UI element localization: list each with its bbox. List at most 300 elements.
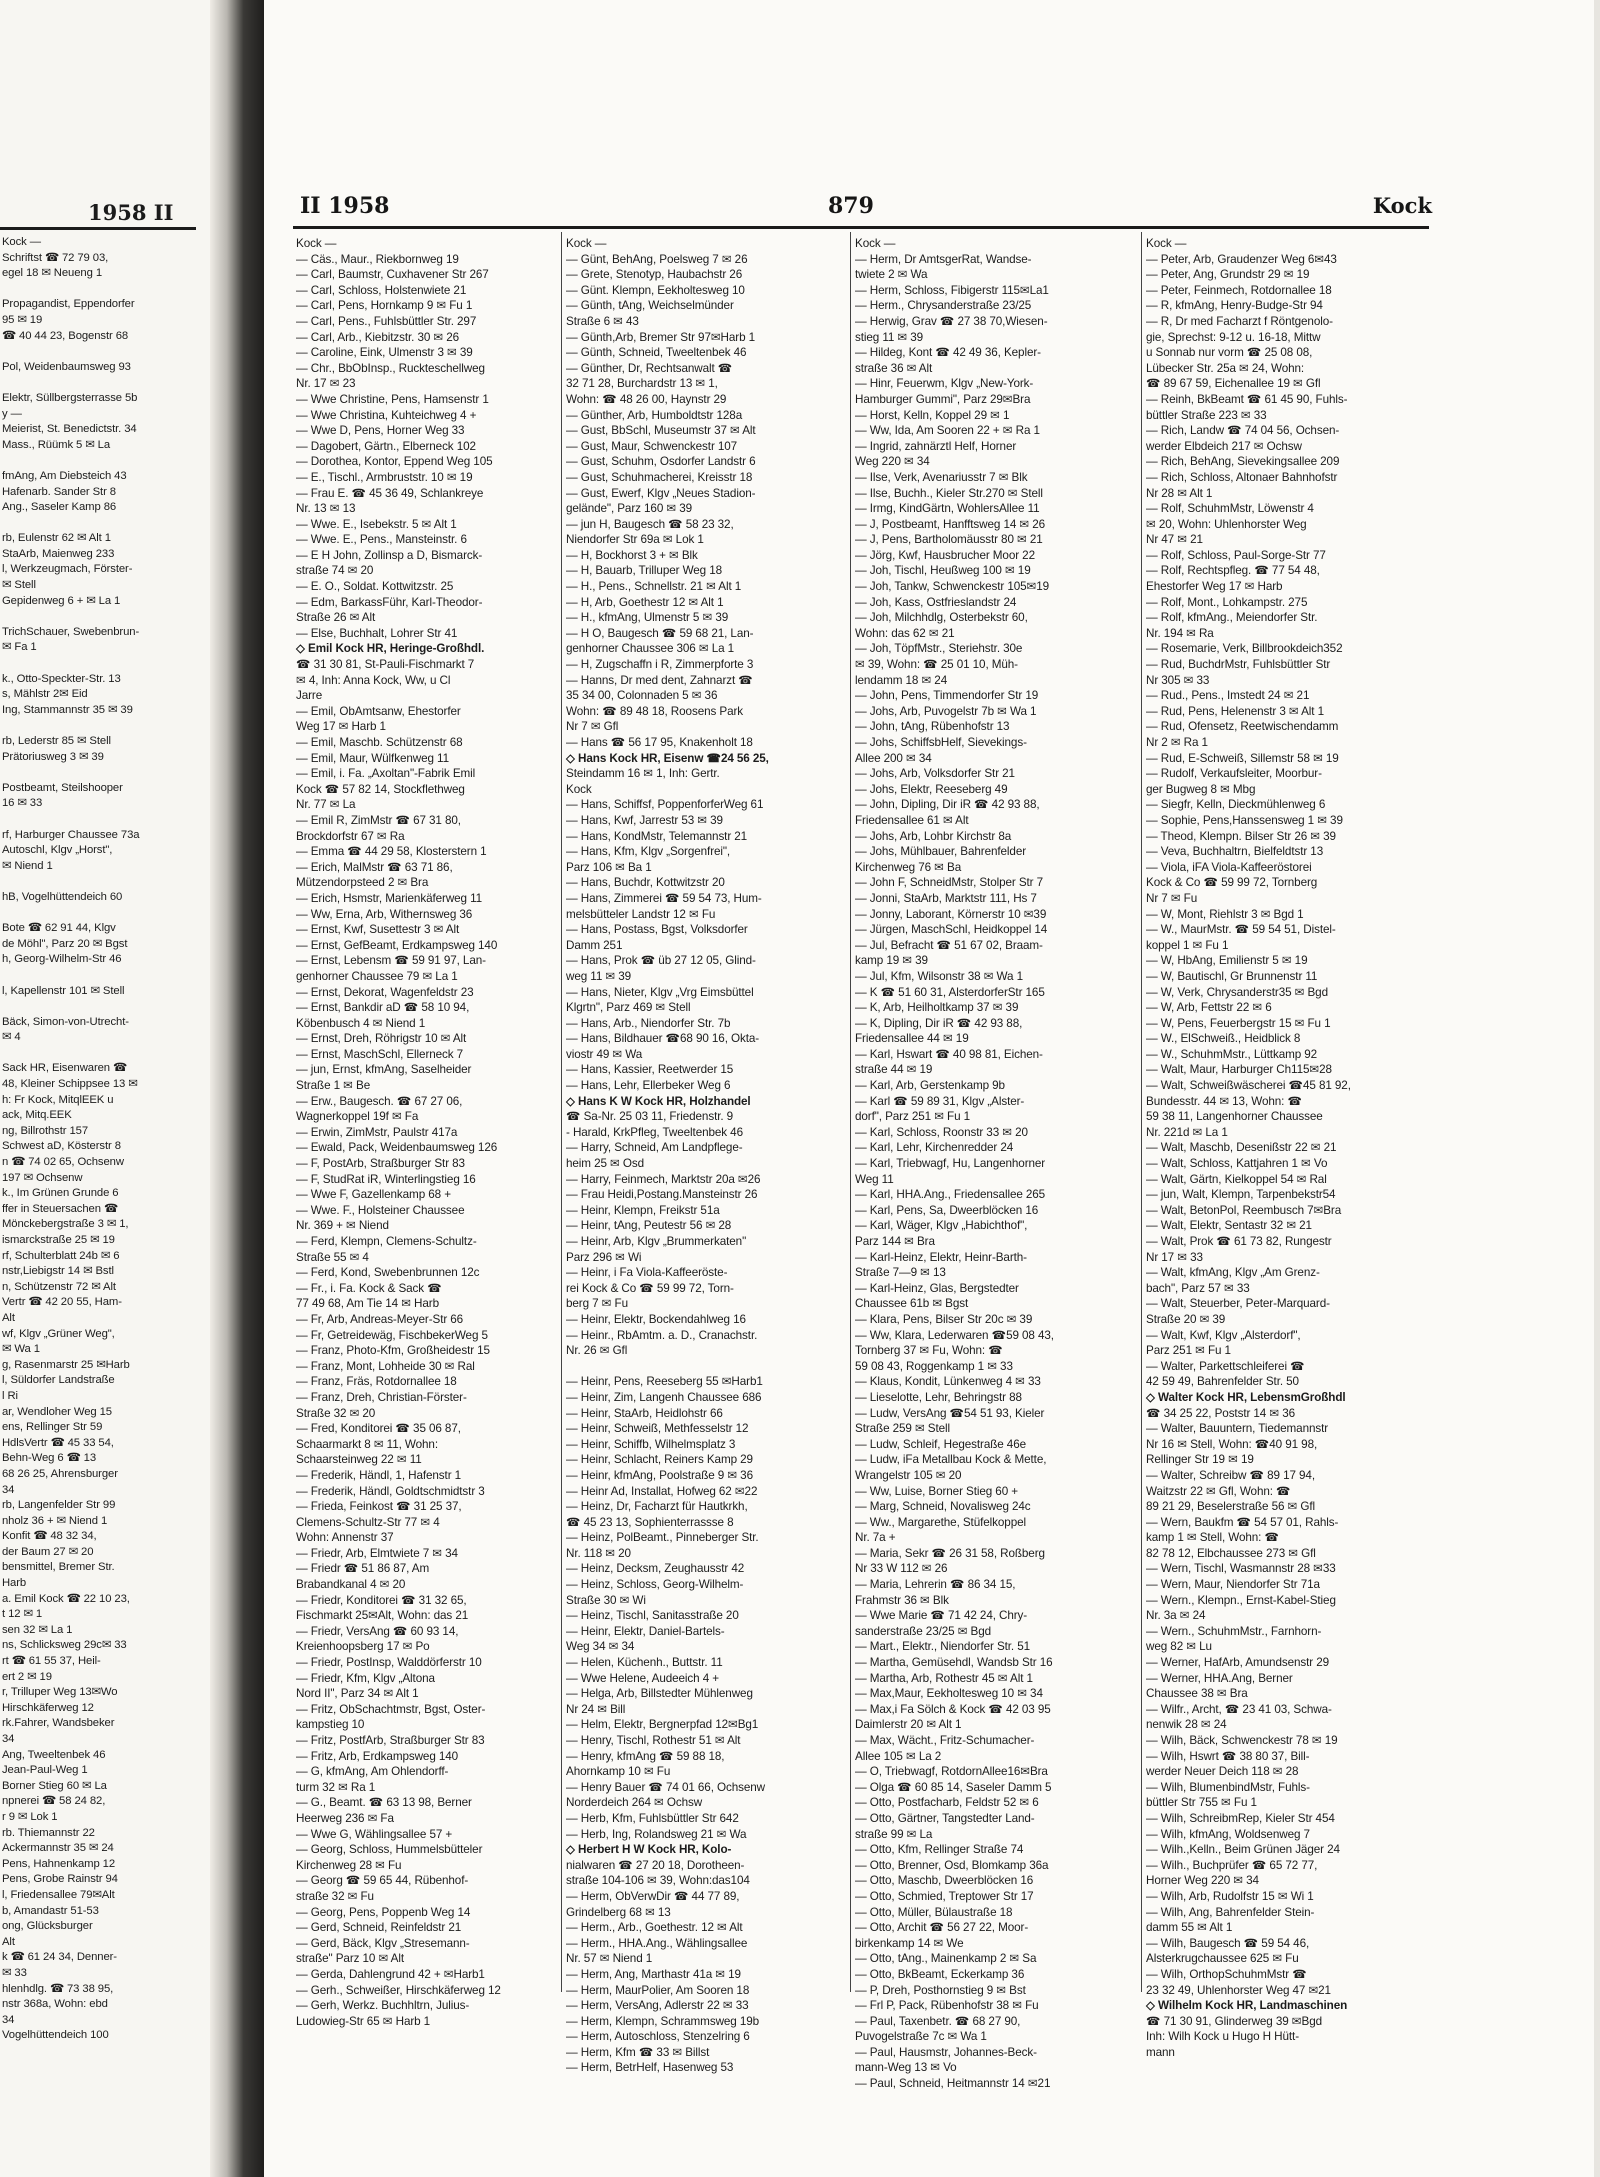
directory-entry-line: sanderstraße 23/25 ✉ Bgd: [855, 1624, 992, 1638]
directory-entry-line: — Wwe. E., Isebekstr. 5 ✉ Alt 1: [296, 517, 457, 531]
directory-entry-line: — Henry, kfmAng ☎ 59 88 18,: [566, 1749, 725, 1763]
directory-entry-line: — Wilh., Buchprüfer ☎ 65 72 77,: [1146, 1858, 1318, 1872]
directory-entry-line: — Wilh, BlumenbindMstr, Fuhls-: [1146, 1780, 1310, 1794]
directory-entry-line: — Karl, Lehr, Kirchenredder 24: [855, 1141, 1014, 1155]
directory-entry-line: — Erich, MalMstr ☎ 63 71 86,: [296, 860, 453, 874]
directory-entry-line: — Rich, Landw ☎ 74 04 56, Ochsen-: [1146, 424, 1340, 438]
directory-entry-line: — Joh, Milchhdlg, Osterbekstr 60,: [855, 611, 1028, 625]
directory-entry-line: Pens, Hahnenkamp 12: [2, 1857, 116, 1870]
directory-entry-line: Daimlerstr 20 ✉ Alt 1: [855, 1718, 962, 1732]
directory-entry-line: bach", Parz 57 ✉ 33: [1146, 1281, 1250, 1295]
directory-entry-line: — Heinr, Klempn, Freikstr 51a: [566, 1203, 720, 1217]
directory-entry-line: — Henry, Tischl, Rothestr 51 ✉ Alt: [566, 1734, 741, 1747]
directory-entry-line: — Wilh.,Kelln., Beim Grünen Jäger 24: [1146, 1843, 1340, 1857]
directory-entry-line: — Gerd, Schneid, Reinfeldstr 21: [296, 1921, 462, 1935]
directory-entry-line: — Karl, Hswart ☎ 40 98 81, Eichen-: [855, 1047, 1043, 1061]
directory-entry-line: Nr 7 ✉ Gfl: [566, 720, 619, 734]
directory-entry-line: — Herm, Klempn, Schrammsweg 19b: [566, 2014, 760, 2028]
directory-entry-line: — Walt, Elektr, Sentastr 32 ✉ 21: [1146, 1219, 1312, 1233]
column-divider: [850, 232, 851, 1992]
directory-entry-line: — Heinr., RbAmtm. a. D., Cranachstr.: [566, 1328, 758, 1342]
directory-entry-line: [2, 453, 207, 469]
directory-entry-line: — Ludw, Schleif, Hegestraße 46e: [855, 1437, 1027, 1451]
directory-entry-line: Allee 105 ✉ La 2: [855, 1749, 942, 1763]
directory-entry-line: — Johs, Mühlbauer, Bahrenfelder: [855, 845, 1027, 859]
directory-entry-line: — H O, Baugesch ☎ 59 68 21, Lan-: [566, 626, 754, 640]
directory-entry-line: — Otto, Maschb, Dweerblöcken 16: [855, 1874, 1034, 1888]
left-page: [0, 0, 214, 2177]
directory-entry-line: Pol, Weidenbaumsweg 93: [2, 360, 131, 373]
directory-entry-line: Puvogelstraße 7c ✉ Wa 1: [855, 2030, 987, 2044]
directory-entry-line: viostr 49 ✉ Wa: [566, 1047, 643, 1061]
directory-entry-line: ☎ Sa-Nr. 25 03 11, Friedenstr. 9: [566, 1110, 734, 1124]
directory-entry-line: Straße 30 ✉ Wi: [566, 1593, 646, 1607]
column-divider: [561, 232, 562, 1992]
directory-entry-line: Nr. 3a ✉ 24: [1146, 1609, 1206, 1623]
directory-entry-line: — Herm, BetrHelf, Hasenweg 53: [566, 2061, 734, 2075]
directory-entry-line: — Herm., Arb., Goethestr. 12 ✉ Alt: [566, 1921, 743, 1935]
directory-entry-line: — Helga, Arb, Billstedter Mühlenweg: [566, 1687, 753, 1701]
directory-entry-line: ◇ Walter Kock HR, LebensmGroßhdl: [1146, 1390, 1346, 1404]
directory-entry-line: Propagandist, Eppendorfer: [2, 298, 135, 311]
directory-entry-line: — Peter, Ang, Grundstr 29 ✉ 19: [1146, 268, 1310, 282]
directory-entry-line: Bäck, Simon-von-Utrecht-: [2, 1015, 129, 1028]
left-header-rule: [0, 227, 196, 230]
directory-entry-line: Kock —: [2, 236, 41, 248]
directory-entry-line: — Walt, Maschb, Desenißstr 22 ✉ 21: [1146, 1141, 1337, 1155]
directory-entry-line: — Herm, VersAng, Adlerstr 22 ✉ 33: [566, 1999, 749, 2013]
directory-entry-line: — John F, SchneidMstr, Stolper Str 7: [855, 876, 1044, 890]
directory-entry-line: nenwik 28 ✉ 24: [1146, 1718, 1227, 1732]
directory-entry-line: TrichSchauer, Swebenbrun-: [2, 625, 140, 638]
directory-entry-line: — Erwin, ZimMstr, Paulstr 417a: [296, 1125, 458, 1139]
directory-entry-line: ns, Schlicksweg 29c✉ 33: [2, 1639, 127, 1652]
directory-entry-line: — Gerh, Werkz. Buchhltrn, Julius-: [296, 1999, 470, 2013]
directory-entry-line: — Carl, Pens, Hornkamp 9 ✉ Fu 1: [296, 299, 473, 313]
directory-entry-line: Straße 1 ✉ Be: [296, 1079, 371, 1093]
directory-entry-line: y —: [2, 407, 22, 420]
directory-entry-line: ✉ Fa 1: [2, 641, 37, 654]
directory-entry-line: — Paul, Hausmstr, Johannes-Beck-: [855, 2045, 1037, 2059]
directory-entry-line: Friedensallee 61 ✉ Alt: [855, 813, 969, 827]
directory-entry-line: HdlsVertr ☎ 45 33 54,: [2, 1436, 114, 1449]
directory-entry-line: — Otto, tAng., Mainenkamp 2 ✉ Sa: [855, 1952, 1037, 1966]
directory-entry-line: — W, HbAng, Emilienstr 5 ✉ 19: [1146, 954, 1308, 968]
directory-entry-line: — Heinz, Dr, Facharzt für Hautkrkh,: [566, 1500, 748, 1514]
directory-entry-line: werder Neuer Deich 118 ✉ 28: [1146, 1765, 1299, 1779]
directory-entry-line: — Ernst, Lebensm ☎ 59 91 97, Lan-: [296, 954, 486, 968]
directory-entry-line: — John, Pens, Timmendorfer Str 19: [855, 689, 1039, 703]
directory-entry-line: Damm 251: [566, 938, 623, 952]
directory-entry-line: — Fritz, ObSchachtmstr, Bgst, Oster-: [296, 1702, 486, 1716]
directory-entry-line: Chaussee 38 ✉ Bra: [1146, 1687, 1248, 1701]
directory-entry-line: 68 26 25, Ahrensburger: [2, 1467, 118, 1480]
directory-entry-line: kamp 19 ✉ 39: [855, 954, 928, 968]
directory-entry-line: — Günt. Klempn, Eekholtesweg 10: [566, 283, 745, 297]
directory-entry-line: — Frau Heidi,Postang.Mansteinstr 26: [566, 1188, 758, 1202]
directory-entry-line: — Johs, Arb, Volksdorfer Str 21: [855, 767, 1015, 781]
directory-entry-line: Inh: Wilh Kock u Hugo H Hütt-: [1146, 2030, 1299, 2044]
directory-entry-line: Nr. 17 ✉ 23: [296, 377, 356, 391]
directory-entry-line: [2, 906, 207, 922]
directory-entry-line: — Herm., HHA.Ang., Wählingsallee: [566, 1936, 748, 1950]
directory-entry-line: — Friedr, Kfm, Klgv „Altona: [296, 1671, 435, 1685]
directory-entry-line: — Gust, Maur, Schwenckestr 107: [566, 439, 738, 453]
directory-entry-line: Jarre: [296, 689, 323, 703]
directory-entry-line: — Klaus, Kondit, Lünkenweg 4 ✉ 33: [855, 1375, 1041, 1389]
directory-entry-line: — Wilh, Arb, Rudolfstr 15 ✉ Wi 1: [1146, 1889, 1314, 1903]
directory-entry-line: — Frederik, Händl, 1, Hafenstr 1: [296, 1468, 462, 1482]
directory-entry-line: — Gust, Schuhm, Osdorfer Landstr 6: [566, 455, 756, 469]
directory-entry-line: — G., Beamt. ☎ 63 13 98, Berner: [296, 1796, 472, 1810]
directory-entry-line: — Ernst, Kwf, Susettestr 3 ✉ Alt: [296, 923, 460, 937]
directory-entry-line: Klgrtn", Parz 469 ✉ Stell: [566, 1001, 691, 1015]
directory-entry-line: — Paul, Taxenbetr. ☎ 68 27 90,: [855, 2014, 1021, 2028]
directory-entry-line: 35 34 00, Colonnaden 5 ✉ 36: [566, 689, 718, 703]
directory-entry-line: Nr. 221d ✉ La 1: [1146, 1125, 1228, 1139]
directory-entry-line: Hirschkäferweg 12: [2, 1701, 94, 1714]
directory-entry-line: StaArb, Maienweg 233: [2, 547, 115, 560]
directory-entry-line: — Hans, Bildhauer ☎68 90 16, Okta-: [566, 1032, 760, 1046]
directory-entry-line: ☎ 45 23 13, Sophienterrassse 8: [566, 1515, 734, 1529]
directory-entry-line: — Rud, E-Schweiß, Sillemstr 58 ✉ 19: [1146, 751, 1339, 765]
directory-entry-line: Elektr, Süllbergsterrasse 5b: [2, 391, 138, 404]
directory-entry-line: — Siegfr, Kelln, Dieckmühlenweg 6: [1146, 798, 1326, 812]
directory-entry-line: — W., SchuhmMstr., Lüttkamp 92: [1146, 1047, 1318, 1061]
directory-entry-line: Nr. 77 ✉ La: [296, 798, 356, 812]
directory-entry-line: egel 18 ✉ Neueng 1: [2, 267, 102, 280]
directory-entry-line: — Carl, Baumstr, Cuxhavener Str 267: [296, 268, 489, 282]
directory-entry-line: — Hans, Zimmerei ☎ 59 54 73, Hum-: [566, 891, 762, 905]
directory-column-1: [296, 236, 558, 2028]
directory-entry-line: — G, kfmAng, Am Ohlendorff-: [296, 1765, 449, 1779]
directory-entry-line: — Werner, HafArb, Amundsenstr 29: [1146, 1656, 1330, 1670]
directory-entry-line: — Wern., SchuhmMstr., Farnhorn-: [1146, 1624, 1322, 1638]
directory-entry-line: — jun H, Baugesch ☎ 58 23 32,: [566, 517, 734, 531]
directory-entry-line: Horner Weg 220 ✉ 34: [1146, 1874, 1259, 1888]
directory-entry-line: — Harry, Schneid, Am Landpflege-: [566, 1141, 743, 1155]
directory-entry-line: [2, 874, 207, 890]
directory-entry-line: s, Mählstr 2✉ Eid: [2, 688, 88, 701]
directory-entry-line: — H., Pens., Schnellstr. 21 ✉ Alt 1: [566, 580, 742, 594]
directory-entry-line: — H, Bockhorst 3 + ✉ Blk: [566, 548, 698, 562]
directory-entry-line: h, Georg-Wilhelm-Str 46: [2, 953, 122, 966]
directory-entry-line: Wrangelstr 105 ✉ 20: [855, 1468, 962, 1482]
directory-entry-line: Mass., Rüümk 5 ✉ La: [2, 438, 111, 451]
directory-entry-line: — Herm, Schloss, Fibigerstr 115✉La1: [855, 283, 1049, 297]
directory-entry-line: — Cäs., Maur., Riekbornweg 19: [296, 252, 459, 266]
directory-entry-line: de Möhl", Parz 20 ✉ Bgst: [2, 937, 128, 950]
directory-entry-line: mann: [1146, 2045, 1175, 2059]
directory-entry-line: rb, Langenfelder Str 99: [2, 1499, 116, 1512]
directory-entry-line: Parz 106 ✉ Ba 1: [566, 860, 652, 874]
directory-entry-line: — W, Verk, Chrysanderstr35 ✉ Bgd: [1146, 985, 1328, 999]
directory-entry-line: Bote ☎ 62 91 44, Klgv: [2, 922, 116, 935]
directory-entry-line: — Otto, BkBeamt, Eckerkamp 36: [855, 1967, 1025, 1981]
directory-entry-line: — Wilh, Baugesch ☎ 59 54 46,: [1146, 1936, 1310, 1950]
directory-entry-line: — Günth,Arb, Bremer Str 97✉Harb 1: [566, 330, 756, 344]
directory-entry-line: [2, 999, 207, 1015]
directory-entry-line: Straße 259 ✉ Stell: [855, 1422, 951, 1436]
directory-entry-line: Nr. 7a +: [855, 1531, 896, 1545]
directory-entry-line: — Gust, Ewerf, Klgv „Neues Stadion-: [566, 486, 756, 500]
directory-entry-line: — Werner, HHA.Ang, Berner: [1146, 1671, 1293, 1685]
directory-entry-line: 59 38 11, Langenhorner Chaussee: [1146, 1110, 1323, 1124]
directory-entry-line: heim 25 ✉ Osd: [566, 1157, 645, 1171]
directory-entry-line: Ludowieg-Str 65 ✉ Harb 1: [296, 2014, 431, 2028]
directory-entry-line: — Reinh, BkBeamt ☎ 61 45 90, Fuhls-: [1146, 392, 1348, 406]
directory-entry-line: Weg 220 ✉ 34: [855, 455, 930, 469]
directory-entry-line: — Wwe G, Wählingsallee 57 +: [296, 1827, 453, 1841]
directory-entry-line: — Hanns, Dr med dent, Zahnarzt ☎: [566, 673, 753, 687]
directory-entry-line: l, Süldorfer Landstraße: [2, 1374, 115, 1387]
directory-entry-line: ert 2 ✉ 19: [2, 1670, 52, 1683]
directory-entry-line: nstr 368a, Wohn: ebd: [2, 1998, 108, 2011]
directory-entry-line: Schaarsteinweg 22 ✉ 11: [296, 1453, 422, 1467]
directory-entry-line: — Ernst, Dreh, Röhrigstr 10 ✉ Alt: [296, 1032, 467, 1046]
directory-entry-line: — Hans, Kwf, Jarrestr 53 ✉ 39: [566, 813, 723, 827]
directory-entry-line: — Ferd, Klempn, Clemens-Schultz-: [296, 1235, 477, 1248]
directory-entry-line: nholz 36 + ✉ Niend 1: [2, 1514, 108, 1527]
directory-entry-line: — Ww., Margarethe, Stüfelkoppel: [855, 1515, 1026, 1529]
directory-entry-line: — Karl, Pens, Sa, Dweerblöcken 16: [855, 1203, 1039, 1217]
directory-entry-line: — Gerh., Schweißer, Hirschkäferweg 12: [296, 1983, 501, 1997]
directory-entry-line: — Fr, Arb, Andreas-Meyer-Str 66: [296, 1312, 464, 1326]
directory-entry-line: — Günther, Arb, Humboldtstr 128a: [566, 408, 743, 422]
directory-entry-line: — Walt, Kwf, Klgv „Alsterdorf",: [1146, 1328, 1301, 1342]
directory-entry-line: — Franz, Fräs, Rotdornallee 18: [296, 1375, 457, 1389]
column-divider: [1141, 232, 1142, 1992]
directory-entry-line: — Georg, Pens, Poppenb Weg 14: [296, 1905, 471, 1919]
directory-entry-line: — Karl, Arb, Gerstenkamp 9b: [855, 1079, 1005, 1093]
directory-entry-line: — Maria, Lehrerin ☎ 86 34 15,: [855, 1578, 1016, 1592]
directory-entry-line: — R, Dr med Facharzt f Röntgenolo-: [1146, 314, 1333, 328]
directory-entry-line: rf, Harburger Chaussee 73a: [2, 828, 140, 841]
directory-entry-line: — Sophie, Pens,Hanssensweg 1 ✉ 39: [1146, 813, 1343, 827]
directory-entry-line: Kock —: [566, 237, 607, 250]
directory-entry-line: [2, 282, 207, 298]
directory-entry-line: — Martha, Gemüsehdl, Wandsb Str 16: [855, 1656, 1053, 1670]
directory-entry-line: — Herb, Ing, Rolandsweg 21 ✉ Wa: [566, 1827, 747, 1841]
directory-entry-line: — Wilh, Hswrt ☎ 38 80 37, Bill-: [1146, 1749, 1310, 1763]
directory-entry-line: — Heinr, i Fa Viola-Kaffeeröste-: [566, 1266, 728, 1280]
directory-entry-line: — Ludw, VersAng ☎54 51 93, Kieler: [855, 1406, 1045, 1420]
directory-entry-line: Waitzstr 22 ✉ Gfl, Wohn: ☎: [1146, 1484, 1291, 1498]
directory-entry-line: l Ri: [2, 1389, 18, 1402]
directory-entry-line: Sack HR, Eisenwaren ☎: [2, 1062, 127, 1075]
directory-entry-line: — Otto, Archit ☎ 56 27 22, Moor-: [855, 1921, 1029, 1935]
directory-entry-line: — Caroline, Eink, Ulmenstr 3 ✉ 39: [296, 346, 473, 360]
directory-entry-line: werder Elbdeich 217 ✉ Ochsw: [1146, 439, 1302, 453]
directory-entry-line: Behn-Weg 6 ☎ 13: [2, 1452, 97, 1465]
directory-entry-line: lendamm 18 ✉ 24: [855, 673, 948, 687]
directory-entry-line: ✉ Wa 1: [2, 1343, 40, 1356]
directory-entry-line: hB, Vogelhüttendeich 60: [2, 890, 123, 903]
directory-entry-line: — Dagobert, Gärtn., Elberneck 102: [296, 439, 476, 453]
directory-entry-line: — Wilh, SchreibmRep, Kieler Str 454: [1146, 1811, 1335, 1825]
directory-entry-line: ☎ 89 67 59, Eichenallee 19 ✉ Gfl: [1146, 377, 1321, 391]
page-edge: [1594, 0, 1600, 2177]
directory-entry-line: - Harald, KrkPfleg, Tweeltenbek 46: [566, 1125, 743, 1139]
directory-entry-line: — P, Dreh, Posthornstieg 9 ✉ Bst: [855, 1983, 1026, 1997]
directory-entry-line: Nr. 194 ✉ Ra: [1146, 626, 1214, 640]
directory-entry-line: ☎ 40 44 23, Bogenstr 68: [2, 329, 129, 342]
directory-entry-line: — Wwe Christine, Pens, Hamsenstr 1: [296, 392, 489, 406]
directory-entry-line: — Veva, Buchhaltrn, Bielfeldtstr 13: [1146, 845, 1324, 859]
directory-entry-line: Gepidenweg 6 + ✉ La 1: [2, 594, 121, 607]
directory-entry-line: — Günth, Schneid, Tweeltenbek 46: [566, 346, 747, 360]
directory-entry-line: nialwaren ☎ 27 20 18, Dorotheen-: [566, 1858, 745, 1872]
directory-entry-line: — Carl, Arb., Kiebitzstr. 30 ✉ 26: [296, 330, 460, 344]
directory-entry-line: k., Im Grünen Grunde 6: [2, 1187, 119, 1200]
directory-entry-line: — Hans, Kassier, Reetwerder 15: [566, 1063, 734, 1077]
directory-entry-line: ger Bugweg 8 ✉ Mbg: [1146, 782, 1256, 796]
directory-entry-line: berg 7 ✉ Fu: [566, 1297, 628, 1311]
directory-entry-line: — Walt, kfmAng, Klgv „Am Grenz-: [1146, 1266, 1320, 1280]
directory-entry-line: — Karl, Triebwagf, Hu, Langenhorner: [855, 1157, 1046, 1171]
directory-entry-line: gelände", Parz 160 ✉ 39: [566, 502, 693, 516]
directory-entry-line: — Ingrid, zahnärztl Helf, Horner: [855, 439, 1017, 453]
directory-entry-line: — Walt, BetonPol, Reembusch 7✉Bra: [1146, 1203, 1342, 1217]
directory-entry-line: Wohn: Annenstr 37: [296, 1531, 394, 1545]
directory-entry-line: — Heinr, Pens, Reeseberg 55 ✉Harb1: [566, 1375, 763, 1389]
directory-entry-line: — Frederik, Händl, Goldtschmidtstr 3: [296, 1484, 485, 1498]
directory-entry-line: Wohn: ☎ 48 26 00, Haynstr 29: [566, 392, 727, 406]
directory-column-2: [566, 236, 846, 2075]
directory-entry-line: n ☎ 74 02 65, Ochsenw: [2, 1156, 124, 1169]
directory-entry-line: l, Werkzeugmach, Förster-: [2, 563, 133, 576]
directory-entry-line: — Edm, BarkassFühr, Karl-Theodor-: [296, 595, 483, 609]
directory-column-4: [1146, 236, 1428, 2059]
directory-entry-line: — Heinr, Elektr, Bockendahlweg 16: [566, 1312, 746, 1326]
directory-entry-line: ack, Mitq.EEK: [2, 1109, 72, 1122]
directory-entry-line: — Heinr, kfmAng, Poolstraße 9 ✉ 36: [566, 1468, 753, 1482]
directory-entry-line: — Emil, Maur, Wülfkenweg 11: [296, 751, 449, 765]
directory-entry-line: — Emil, i. Fa. „Axoltan"-Fabrik Emil: [296, 767, 476, 781]
directory-entry-line: ✉ 33: [2, 1966, 27, 1979]
directory-entry-line: — Joh, Tischl, Heußweg 100 ✉ 19: [855, 564, 1031, 578]
directory-entry-line: Hamburger Gummi", Parz 29✉Bra: [855, 392, 1031, 406]
directory-entry-line: Jean-Paul-Weg 1: [2, 1764, 88, 1777]
directory-entry-line: — Helen, Küchenh., Buttstr. 11: [566, 1656, 723, 1670]
directory-entry-line: — Hans, Postass, Bgst, Volksdorfer: [566, 923, 748, 937]
directory-entry-line: Ang, Tweeltenbek 46: [2, 1748, 106, 1761]
directory-entry-line: Nr. 26 ✉ Gfl: [566, 1344, 628, 1358]
directory-entry-line: — Fr., i. Fa. Kock & Sack ☎: [296, 1281, 442, 1295]
directory-entry-line: — Ilse, Buchh., Kieler Str.270 ✉ Stell: [855, 486, 1043, 500]
directory-entry-line: — Rolf, kfmAng., Meiendorfer Str.: [1146, 611, 1318, 625]
directory-entry-line: — Heinr, Arb, Klgv „Brummerkaten": [566, 1235, 747, 1248]
directory-entry-line: — H, Zugschaffn i R, Zimmerpforte 3: [566, 658, 754, 672]
directory-entry-line: [2, 718, 207, 734]
directory-entry-line: Norderdeich 264 ✉ Ochsw: [566, 1796, 703, 1810]
directory-entry-line: — Rolf, Rechtspfleg. ☎ 77 54 48,: [1146, 564, 1320, 578]
directory-entry-line: — Herm, MaurPolier, Am Sooren 18: [566, 1983, 750, 1997]
directory-entry-line: Mönckebergstraße 3 ✉ 1,: [2, 1218, 129, 1231]
directory-entry-line: Nr. 369 + ✉ Niend: [296, 1219, 389, 1233]
directory-entry-line: — Friedr, Konditorei ☎ 31 32 65,: [296, 1593, 467, 1607]
directory-entry-line: — Wilh, Bäck, Schwenckestr 78 ✉ 19: [1146, 1734, 1338, 1747]
directory-entry-line: — Wwe. F., Holsteiner Chaussee: [296, 1203, 465, 1217]
directory-entry-line: — Max,i Fa Sölch & Kock ☎ 42 03 95: [855, 1702, 1051, 1716]
directory-entry-line: — Ww, Luise, Borner Stieg 60 +: [855, 1484, 1018, 1498]
directory-entry-line: — Friedr ☎ 51 86 87, Am: [296, 1562, 430, 1576]
directory-entry-line: damm 55 ✉ Alt 1: [1146, 1921, 1233, 1935]
directory-entry-line: — J, Postbeamt, Hanfftsweg 14 ✉ 26: [855, 517, 1046, 531]
directory-entry-line: — Hans, Kfm, Klgv „Sorgenfrei",: [566, 845, 731, 859]
directory-entry-line: — Otto, Schmied, Treptower Str 17: [855, 1889, 1034, 1903]
directory-entry-line: ong, Glücksburger: [2, 1920, 93, 1933]
directory-entry-line: r 9 ✉ Lok 1: [2, 1810, 58, 1823]
directory-entry-line: 34: [2, 1733, 15, 1745]
directory-entry-line: — jun, Walt, Klempn, Tarpenbekstr54: [1146, 1188, 1336, 1202]
directory-entry-line: [2, 656, 207, 672]
directory-entry-line: Ahornkamp 10 ✉ Fu: [566, 1765, 671, 1779]
directory-entry-line: — Heinz, PolBeamt., Pinneberger Str.: [566, 1531, 759, 1545]
directory-entry-line: 59 08 43, Roggenkamp 1 ✉ 33: [855, 1359, 1013, 1373]
directory-entry-line: Nr 7 ✉ Fu: [1146, 891, 1198, 905]
directory-entry-line: — Peter, Arb, Graudenzer Weg 6✉43: [1146, 252, 1337, 266]
directory-entry-line: 77 49 68, Am Tie 14 ✉ Harb: [296, 1297, 439, 1311]
directory-entry-line: — Karl-Heinz, Glas, Bergstedter: [855, 1281, 1019, 1295]
directory-entry-line: — Emma ☎ 44 29 58, Klosterstern 1: [296, 845, 487, 859]
directory-entry-line: 34: [2, 2013, 15, 2026]
directory-entry-line: — Emil R, ZimMstr ☎ 67 31 80,: [296, 813, 461, 827]
directory-entry-line: Straße 55 ✉ 4: [296, 1250, 369, 1264]
directory-entry-line: — W., ElSchweiß., Heidblick 8: [1146, 1032, 1301, 1046]
directory-entry-line: — W, Bautischl, Gr Brunnenstr 11: [1146, 969, 1318, 983]
header-year: II 1958: [300, 193, 390, 219]
directory-entry-line: Nr 47 ✉ 21: [1146, 533, 1203, 547]
directory-entry-line: — Ewald, Pack, Weidenbaumsweg 126: [296, 1141, 498, 1155]
directory-entry-line: bensmittel, Bremer Str.: [2, 1561, 115, 1574]
directory-entry-line: Prätoriusweg 3 ✉ 39: [2, 750, 104, 763]
directory-entry-line: Ing, Stammannstr 35 ✉ 39: [2, 703, 133, 716]
directory-entry-line: — Ernst, Bankdir aD ☎ 58 10 94,: [296, 1001, 470, 1015]
directory-entry-line: — Herwig, Grav ☎ 27 38 70,Wiesen-: [855, 314, 1048, 328]
directory-entry-line: Parz 251 ✉ Fu 1: [1146, 1344, 1231, 1358]
directory-entry-line: — Friedr, Arb, Elmtwiete 7 ✉ 34: [296, 1546, 458, 1560]
directory-entry-line: Borner Stieg 60 ✉ La: [2, 1779, 107, 1792]
directory-entry-line: — Max,Maur, Eekholtesweg 10 ✉ 34: [855, 1687, 1043, 1701]
directory-entry-line: — Friedr, PostInsp, Walddörferstr 10: [296, 1656, 482, 1670]
directory-entry-line: — Walt, Steuerber, Peter-Marquard-: [1146, 1297, 1330, 1311]
directory-entry-line: — Otto, Brenner, Osd, Blomkamp 36a: [855, 1858, 1049, 1872]
directory-entry-line: — Wwe Marie ☎ 71 42 24, Chry-: [855, 1609, 1028, 1623]
directory-entry-line: — Jul, Befracht ☎ 51 67 02, Braam-: [855, 938, 1043, 952]
directory-entry-line: — Hans, KondMstr, Telemannstr 21: [566, 829, 748, 843]
directory-entry-line: — Otto, Müller, Bülaustraße 18: [855, 1905, 1013, 1919]
directory-entry-line: [566, 1359, 846, 1375]
directory-entry-line: ✉ Niend 1: [2, 859, 53, 872]
directory-entry-line: Lübecker Str. 25a ✉ 24, Wohn:: [1146, 361, 1305, 375]
directory-entry-line: ismarckstraße 25 ✉ 19: [2, 1234, 115, 1246]
directory-entry-line: — Olga ☎ 60 85 14, Saseler Damm 5: [855, 1780, 1052, 1794]
directory-entry-line: Nord II", Parz 34 ✉ Alt 1: [296, 1687, 419, 1701]
directory-entry-line: — Emil, Maschb. Schützenstr 68: [296, 736, 463, 749]
directory-column-3: [855, 236, 1137, 2091]
directory-entry-line: — Rosemarie, Verk, Billbrookdeich352: [1146, 642, 1343, 656]
directory-entry-line: — Rud, Pens, Helenenstr 3 ✉ Alt 1: [1146, 704, 1324, 718]
directory-entry-line: nstr,Liebigstr 14 ✉ Bstl: [2, 1265, 114, 1278]
directory-entry-line: — Georg, Schloss, Hummelsbütteler: [296, 1843, 483, 1857]
directory-entry-line: — Heinr, tAng, Peutestr 56 ✉ 28: [566, 1219, 732, 1233]
directory-entry-line: Wagnerkoppel 19f ✉ Fa: [296, 1110, 419, 1124]
directory-entry-line: — Jonni, StaArb, Marktstr 111, Hs 7: [855, 891, 1037, 905]
directory-entry-line: Weg 11: [855, 1172, 894, 1186]
directory-entry-line: kampstieg 10: [296, 1718, 365, 1732]
directory-entry-line: — Frau E. ☎ 45 36 49, Schlankreye: [296, 486, 484, 500]
